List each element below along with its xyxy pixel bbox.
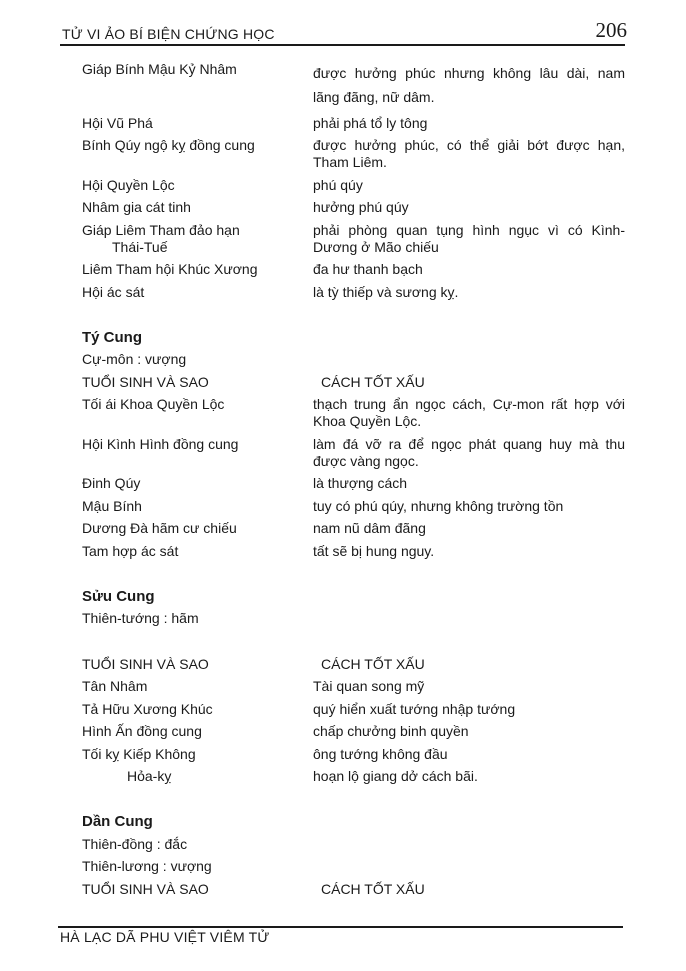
desc-cell — [313, 284, 625, 301]
entry-row — [82, 177, 625, 194]
desc-cell — [313, 723, 625, 740]
entry-row — [82, 222, 625, 256]
column-header-row — [82, 656, 625, 673]
entry-row — [82, 520, 625, 537]
term-line: Nhâm gia cát tinh — [82, 199, 191, 215]
section — [82, 61, 625, 301]
desc-cell — [313, 115, 625, 132]
term-cell — [82, 475, 313, 492]
desc-line: được hưởng phúc, có thể giải bớt được hạn, — [313, 137, 625, 153]
desc-cell — [313, 701, 625, 718]
term-cell — [82, 115, 313, 132]
entry-row — [82, 678, 625, 695]
term-line: Giáp Liêm Tham đảo hạn — [82, 221, 240, 238]
desc-cell — [313, 261, 625, 278]
term-line: Hội Vũ Phá — [82, 114, 153, 131]
entry-row — [82, 543, 625, 560]
term-line: Hội Quyền Lộc — [82, 176, 175, 193]
col-header-tuoi-sinh-va-sao: TUỔI SINH VÀ SAO — [82, 655, 209, 672]
desc-line: hưởng phú qúy — [313, 199, 409, 215]
desc-cell — [313, 396, 625, 430]
footer-rule — [58, 926, 623, 928]
entry-row — [82, 115, 625, 132]
desc-cell — [313, 61, 625, 109]
star-status-line: Thiên-lương : vượng — [82, 858, 212, 874]
column-header-row — [82, 881, 625, 898]
desc-line: Dương ở Mão chiếu — [313, 238, 439, 255]
desc-line: quý hiển xuất tướng nhập tướng — [313, 700, 516, 717]
term-line: Tối kỵ Kiếp Không — [82, 745, 196, 762]
entry-row — [82, 396, 625, 430]
col-header-cach-tot-xau: CÁCH TỐT XẤU — [321, 880, 425, 897]
entry-row — [82, 723, 625, 740]
entry-row — [82, 436, 625, 470]
term-line: Hình Ấn đồng cung — [82, 723, 202, 739]
desc-line: Tài quan song mỹ — [313, 678, 425, 694]
term-line: Tả Hữu Xương Khúc — [82, 700, 213, 717]
term-line: Tối ái Khoa Quyền Lộc — [82, 396, 225, 412]
entry-row — [82, 475, 625, 492]
term-cell — [82, 177, 313, 194]
page-footer-text: HÀ LẠC DÃ PHU VIỆT VIÊM TỬ — [60, 929, 270, 945]
term-cell — [82, 284, 313, 301]
desc-cell — [313, 137, 625, 171]
term-cell — [82, 199, 313, 216]
desc-line: được vàng ngọc. — [313, 452, 419, 469]
section-heading: Tý Cung — [82, 328, 142, 346]
term-cell — [82, 768, 313, 785]
section — [82, 329, 625, 560]
desc-line: là tỳ thiếp và sương kỵ. — [313, 283, 459, 300]
header-rule — [60, 44, 625, 46]
entry-row — [82, 199, 625, 216]
term-cell — [82, 137, 313, 171]
desc-cell — [313, 475, 625, 492]
desc-cell — [313, 222, 625, 256]
section-heading: Dần Cung — [82, 813, 153, 830]
desc-cell — [313, 543, 625, 560]
desc-cell — [313, 678, 625, 695]
desc-line: được hưởng phúc nhưng không lâu dài, nam — [313, 65, 625, 81]
term-cell — [82, 222, 313, 256]
term-cell — [82, 723, 313, 740]
entry-row — [82, 768, 625, 785]
col-header-cach-tot-xau: CÁCH TỐT XẤU — [321, 655, 425, 672]
desc-line: phú qúy — [313, 176, 363, 193]
term-cell — [82, 678, 313, 695]
term-line: Hội ác sát — [82, 283, 145, 300]
term-cell — [82, 498, 313, 515]
term-cell — [82, 61, 313, 109]
term-cell — [82, 520, 313, 537]
page-number: 206 — [595, 18, 627, 42]
col-header-cach-tot-xau: CÁCH TỐT XẤU — [321, 373, 425, 390]
content — [82, 61, 625, 903]
term-cell — [82, 436, 313, 470]
entry-row — [82, 61, 625, 109]
term-line: Hội Kình Hình đồng cung — [82, 435, 239, 452]
col-header-tuoi-sinh-va-sao: TUỔI SINH VÀ SAO — [82, 373, 209, 390]
term-line: Tân Nhâm — [82, 678, 148, 694]
term-line: Hỏa-kỵ — [127, 768, 172, 784]
desc-cell — [313, 199, 625, 216]
desc-line: nam nũ dâm đãng — [313, 520, 426, 536]
entry-row — [82, 137, 625, 171]
desc-line: là thượng cách — [313, 475, 408, 491]
term-line: Bính Qúy ngộ kỵ đồng cung — [82, 137, 255, 153]
term-line: Dương Đà hãm cư chiếu — [82, 520, 237, 536]
desc-line: Tham Liêm. — [313, 154, 387, 170]
desc-line: tất sẽ bị hung nguy. — [313, 542, 435, 559]
section — [82, 813, 625, 898]
desc-line: Khoa Quyền Lộc. — [313, 413, 422, 429]
desc-line: hoạn lộ giang dở cách bãi. — [313, 768, 478, 784]
desc-line: lãng đãng, nữ dâm. — [313, 89, 435, 105]
blank-line — [82, 633, 625, 656]
column-header-row — [82, 374, 625, 391]
term-line: Đinh Qúy — [82, 475, 141, 491]
desc-cell — [313, 177, 625, 194]
term-cell — [82, 701, 313, 718]
term-cell — [82, 746, 313, 763]
star-status-line: Thiên-đồng : đắc — [82, 835, 188, 852]
desc-line: làm đá vỡ ra để ngọc phát quang huy mà thu — [313, 435, 625, 452]
term-line: Liêm Tham hội Khúc Xương — [82, 261, 258, 277]
entry-row — [82, 498, 625, 515]
star-status-line: Thiên-tướng : hãm — [82, 610, 199, 626]
desc-line: chấp chưởng binh quyền — [313, 723, 469, 739]
desc-cell — [313, 436, 625, 470]
term-cell — [82, 543, 313, 560]
desc-cell — [313, 498, 625, 515]
col-header-tuoi-sinh-va-sao: TUỔI SINH VÀ SAO — [82, 880, 209, 897]
entry-row — [82, 701, 625, 718]
desc-line: đa hư thanh bạch — [313, 261, 423, 277]
section — [82, 588, 625, 786]
term-cell — [82, 261, 313, 278]
desc-cell — [313, 768, 625, 785]
section-heading: Sửu Cung — [82, 587, 155, 605]
desc-line: phải phá tổ ly tông — [313, 114, 428, 131]
entry-row — [82, 284, 625, 301]
desc-line: thạch trung ẩn ngọc cách, Cự-mon rất hợp với — [313, 396, 625, 412]
desc-cell — [313, 520, 625, 537]
entry-row — [82, 746, 625, 763]
desc-line: phải phòng quan tụng hình ngục vì có Kình- — [313, 221, 625, 238]
term-line: Mậu Bính — [82, 497, 142, 514]
term-line: Tam hợp ác sát — [82, 542, 179, 559]
term-cell — [82, 396, 313, 430]
term-line-2: Thái-Tuế — [112, 238, 168, 255]
desc-cell — [313, 746, 625, 763]
desc-line: ông tướng không đầu — [313, 745, 448, 762]
entry-row — [82, 261, 625, 278]
term-line: Giáp Bính Mậu Kỷ Nhâm — [82, 61, 237, 77]
desc-line: tuy có phú qúy, nhưng không trường tồn — [313, 497, 564, 514]
star-status-line: Cự-môn : vượng — [82, 351, 187, 367]
page-header-title: TỬ VI ẢO BÍ BIỆN CHỨNG HỌC — [62, 26, 275, 42]
